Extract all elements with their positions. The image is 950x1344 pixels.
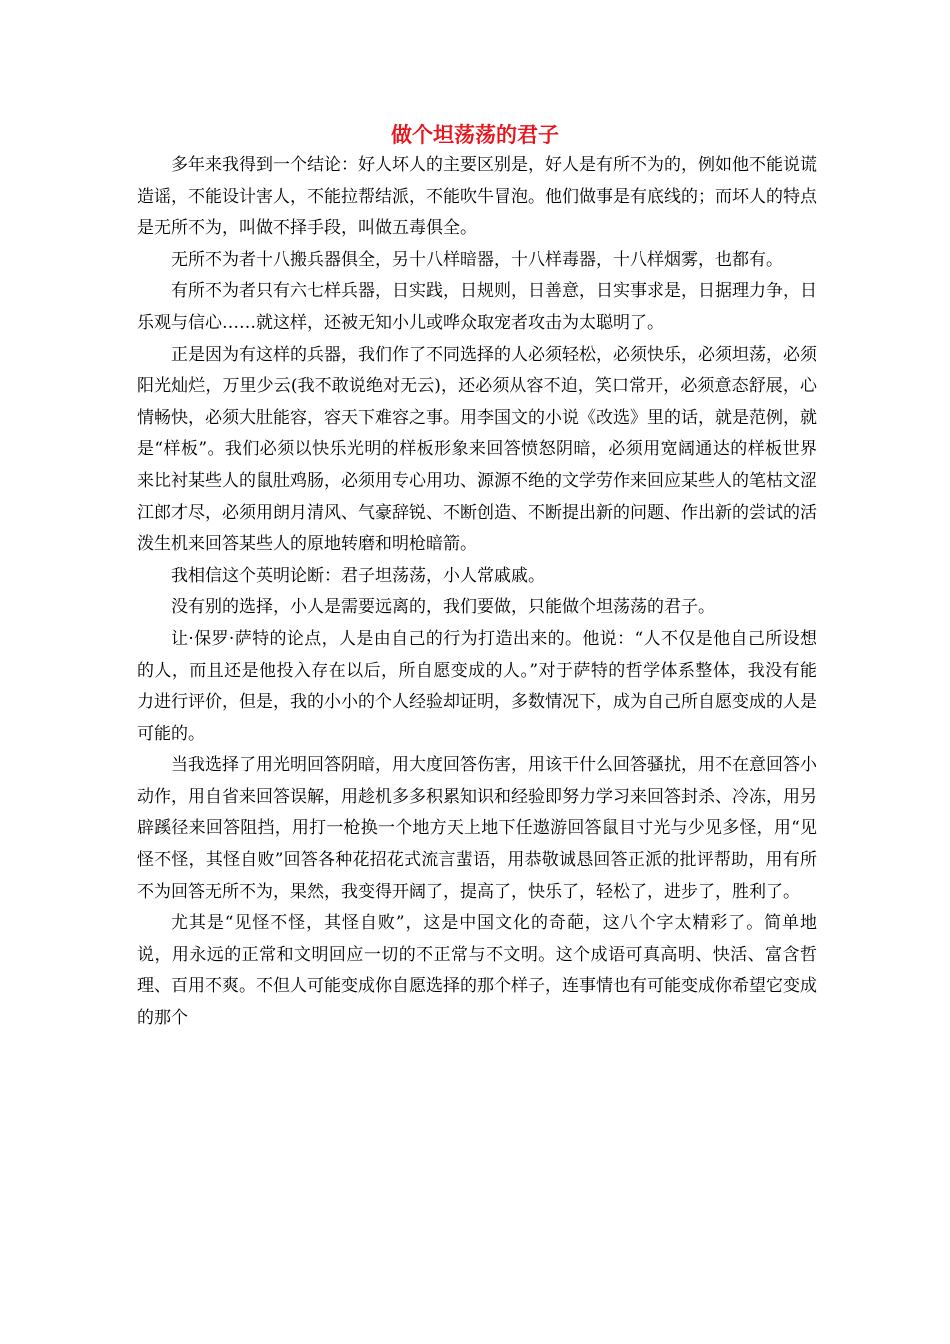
paragraph-3: 有所不为者只有六七样兵器，日实践，日规则，日善意，日实事求是，日据理力争，日乐观与信心……就这样，还被无知小儿或哗众取宠者攻击为太聪明了。 bbox=[137, 281, 817, 333]
paragraph-1: 多年来我得到一个结论：好人坏人的主要区别是，好人是有所不为的，例如他不能说谎造谣，不能设计害人，不能拉帮结派，不能吹牛冒泡。他们做事是有底线的；而坏人的特点是无所不为，叫做不择手段，叫做五毒俱全。 bbox=[137, 155, 817, 239]
paragraph-5: 我相信这个英明论断：君子坦荡荡，小人常戚戚。 bbox=[171, 565, 545, 586]
paragraph-4: 正是因为有这样的兵器，我们作了不同选择的人必须轻松，必须快乐，必须坦荡，必须阳光灿烂，万里少云(我不敢说绝对无云)，还必须从容不迫，笑口常开，必须意态舒展，心情畅快，必须大肚能容，容天下难容之事。用李国文的小说《改选》里的话，就是范例，就是“样板”。我们必须以快乐光明的样板形象来回答愤怒阴暗，必须用宽阔通达的样板世界来比衬某些人的鼠肚鸡肠，必须用专心用功、源源不绝的文学劳作来回应某些人的笔枯文涩江郎才尽，必须用朗月清风、气豪辞锐、不断创造、不断提出新的问题、作出新的尝试的活泼生机来回答某些人的原地转磨和明枪暗箭。 bbox=[137, 344, 817, 555]
paragraph-2: 无所不为者十八搬兵器俱全，另十八样暗器，十八样毒器，十八样烟雾，也都有。 bbox=[171, 249, 783, 270]
paragraph-7: 让·保罗·萨特的论点，人是由自己的行为打造出来的。他说：“人不仅是他自己所设想的人，而且还是他投入存在以后，所自愿变成的人。”对于萨特的哲学体系整体，我没有能力进行评价，但是，我的小小的个人经验却证明，多数情况下，成为自己所自愿变成的人是可能的。 bbox=[137, 628, 817, 744]
paragraph-8: 当我选择了用光明回答阴暗，用大度回答伤害，用该干什么回答骚扰，用不在意回答小动作，用自省来回答误解，用趁机多多积累知识和经验即努力学习来回答封杀、冷冻，用另辟蹊径来回答阻挡，用打一枪换一个地方天上地下任遨游回答鼠目寸光与少见多怪，用“见怪不怪，其怪自败”回答各种花招花式流言蜚语，用恭敬诚恳回答正派的批评帮助，用有所不为回答无所不为，果然，我变得开阔了，提高了，快乐了，轻松了，进步了，胜利了。 bbox=[137, 755, 817, 902]
paragraph-9: 尤其是“见怪不怪，其怪自败”，这是中国文化的奇葩，这八个字太精彩了。简单地说，用永远的正常和文明回应一切的不正常与不文明。这个成语可真高明、快活、富含哲理、百用不爽。不但人可能变成你自愿选择的那个样子，连事情也有可能变成你希望它变成的那个 bbox=[137, 913, 817, 1029]
document-title: 做个坦荡荡的君子 bbox=[391, 122, 559, 147]
paragraph-6: 没有别的选择，小人是需要远离的，我们要做，只能做个坦荡荡的君子。 bbox=[171, 597, 715, 618]
document-body bbox=[137, 150, 817, 1035]
